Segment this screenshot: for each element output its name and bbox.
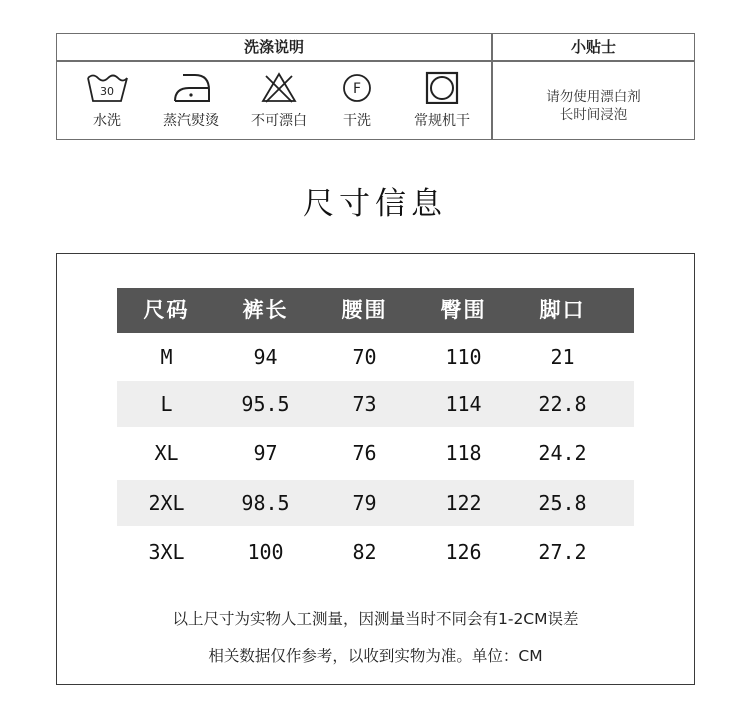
header-length: 裤长	[242, 298, 289, 322]
tip-line: 请勿使用漂白剂	[546, 89, 641, 105]
cell-hip: 118	[445, 441, 482, 465]
cell-hem: 22.8	[538, 392, 587, 416]
measurement-note: 以上尺寸为实物人工测量，因测量当时不同会有1-2CM误差	[172, 610, 579, 628]
cell-waist: 79	[352, 491, 377, 515]
cell-waist: 70	[352, 345, 377, 369]
cell-hip: 122	[445, 491, 482, 515]
header-size: 尺码	[143, 298, 190, 322]
care-label: 不可漂白	[251, 113, 307, 129]
cell-length: 97	[253, 441, 278, 465]
table-row	[117, 381, 634, 427]
cell-hem: 24.2	[538, 441, 587, 465]
table-row	[117, 430, 634, 476]
care-item-wash	[62, 70, 152, 130]
table-row	[117, 334, 634, 380]
size-table-frame	[56, 253, 695, 685]
care-label: 水洗	[93, 113, 121, 129]
cell-size: L	[160, 392, 173, 416]
cell-length: 98.5	[241, 491, 290, 515]
table-row	[117, 529, 634, 575]
cell-hip: 114	[445, 392, 482, 416]
dry-clean-letter: F	[352, 81, 362, 97]
care-item-iron	[146, 70, 236, 130]
size-table-header	[117, 288, 634, 333]
care-label: 蒸汽熨烫	[163, 113, 219, 129]
cell-size: XL	[154, 441, 179, 465]
cell-length: 100	[247, 540, 284, 564]
care-item-tumble-dry	[397, 70, 487, 130]
no-bleach-icon	[255, 70, 303, 104]
reference-note: 相关数据仅作参考，以收到实物为准。单位：CM	[208, 647, 543, 665]
tumble-dry-icon	[418, 70, 466, 104]
cell-length: 94	[253, 345, 278, 369]
tips-text	[493, 88, 694, 124]
steam-iron-icon	[167, 70, 215, 104]
cell-hem: 25.8	[538, 491, 587, 515]
care-item-no-bleach	[234, 70, 324, 130]
cell-waist: 73	[352, 392, 377, 416]
wash-30-icon	[83, 70, 131, 104]
header-hem: 脚口	[539, 298, 586, 322]
cell-hem: 21	[550, 345, 575, 369]
care-instructions-box	[56, 33, 695, 140]
divider	[57, 60, 694, 62]
tips-title: 小贴士	[570, 38, 616, 56]
cell-size: 3XL	[148, 540, 185, 564]
cell-size: 2XL	[148, 491, 185, 515]
cell-length: 95.5	[241, 392, 290, 416]
care-item-dry-clean	[312, 70, 402, 130]
header-waist: 腰围	[341, 298, 388, 322]
care-label: 常规机干	[414, 113, 470, 129]
tip-line: 长时间浸泡	[559, 107, 628, 123]
cell-size: M	[160, 345, 173, 369]
size-info-heading: 尺寸信息	[303, 186, 447, 222]
care-title: 洗涤说明	[243, 38, 304, 56]
cell-hip: 110	[445, 345, 482, 369]
cell-waist: 76	[352, 441, 377, 465]
wash-temperature: 30	[100, 85, 114, 98]
cell-waist: 82	[352, 540, 377, 564]
cell-hem: 27.2	[538, 540, 587, 564]
table-row	[117, 480, 634, 526]
header-hip: 臀围	[440, 298, 487, 322]
care-label: 干洗	[343, 113, 371, 129]
dry-clean-f-icon	[333, 70, 381, 104]
cell-hip: 126	[445, 540, 482, 564]
